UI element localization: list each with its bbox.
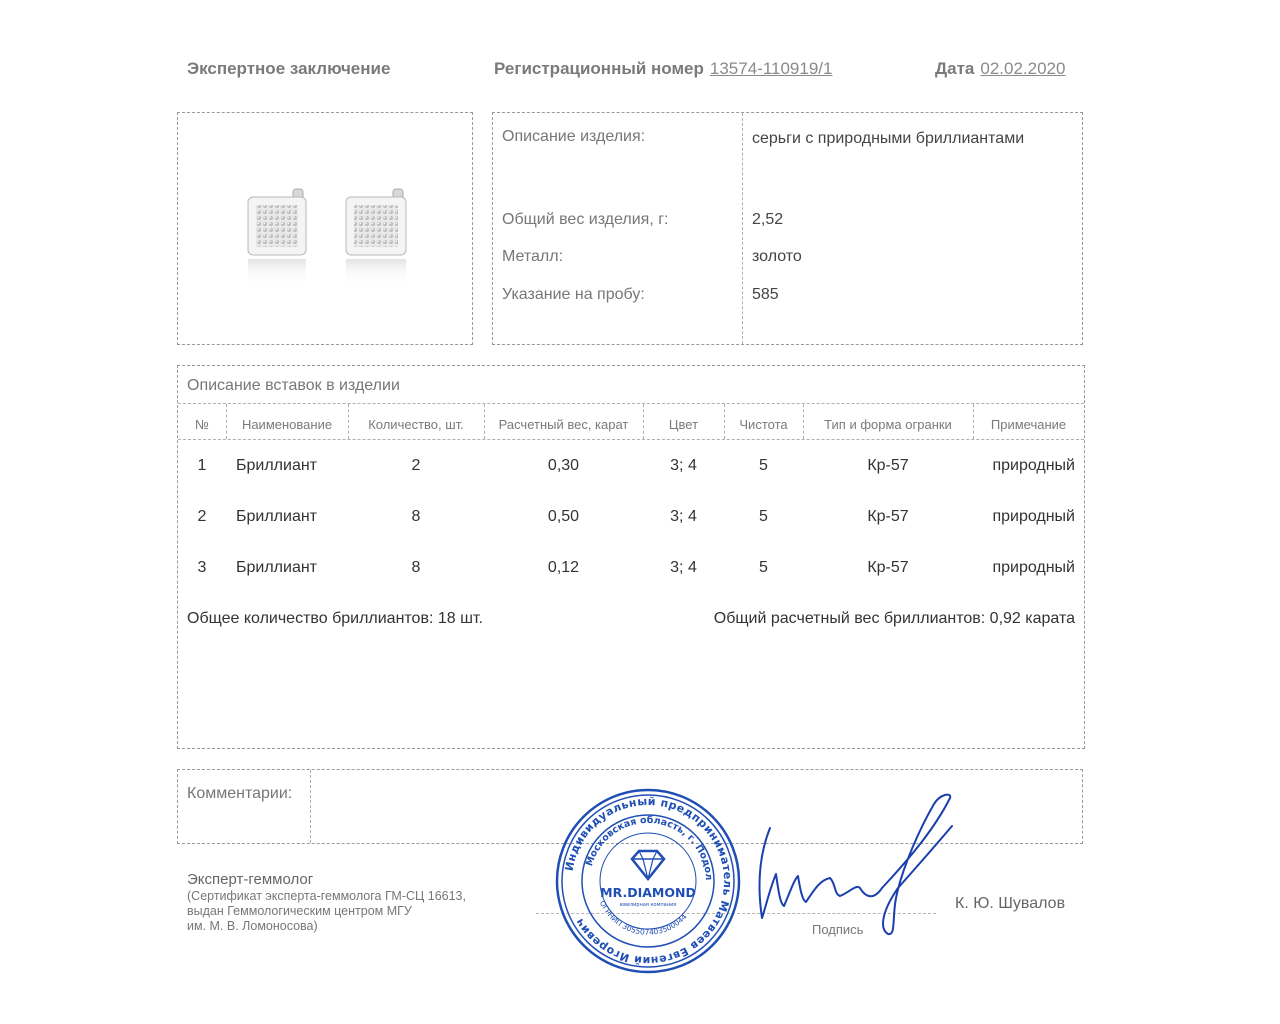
date-label: Дата [935, 59, 975, 78]
cell-cut: Кр-57 [867, 559, 909, 576]
column-header: Тип и форма огранки [824, 417, 952, 432]
certificate-line: им. М. В. Ломоносова) [187, 919, 318, 933]
handwritten-signature [740, 788, 970, 938]
stamp-brand: MR.DIAMOND [600, 885, 696, 900]
column-header: № [195, 417, 209, 432]
total-count: Общее количество бриллиантов: 18 шт. [187, 610, 483, 627]
cell-quantity: 2 [411, 457, 421, 474]
certificate-line: (Сертификат эксперта-геммолога ГМ-СЦ 16613, [187, 889, 466, 903]
cell-clarity: 5 [759, 508, 768, 525]
product-photo [177, 112, 473, 345]
cell-note: природный [992, 559, 1075, 576]
stamp-ogrn: ОГРНИП 305507403500044 [597, 899, 689, 937]
metal-label: Металл: [502, 248, 564, 265]
table-header-top-line [178, 403, 1084, 404]
certificate-line: выдан Геммологическим центром МГУ [187, 904, 412, 918]
expert-name: К. Ю. Шувалов [955, 895, 1066, 912]
assay-label: Указание на пробу: [502, 286, 645, 303]
comments-divider [310, 770, 311, 843]
cell-name: Бриллиант [236, 559, 318, 576]
stamp-inner-text: Московская область, г. Подол [584, 814, 715, 881]
registration-number [494, 59, 832, 79]
metal-value: золото [752, 248, 802, 265]
cell-name: Бриллиант [236, 457, 318, 474]
cell-number: 3 [197, 559, 207, 576]
item-description-value: серьги с природными бриллиантами [752, 130, 1025, 147]
total-weight: Общий расчетный вес бриллиантов: 0,92 карата [713, 610, 1075, 627]
assay-value: 585 [752, 286, 779, 303]
column-header: Расчетный вес, карат [498, 417, 629, 432]
item-weight-label: Общий вес изделия, г: [502, 211, 669, 228]
left-earring [248, 189, 306, 285]
registration-value: 13574-110919/1 [709, 59, 833, 78]
earrings-image [178, 113, 472, 344]
cell-weight: 0,30 [547, 457, 580, 474]
item-description-label: Описание изделия: [502, 128, 646, 145]
registration-label: Регистрационный номер [494, 59, 704, 78]
stamp-brand-sub: ювелирная компания [619, 902, 677, 908]
cell-name: Бриллиант [236, 508, 318, 525]
inserts-title: Описание вставок в изделии [187, 377, 400, 394]
date-value: 02.02.2020 [980, 59, 1066, 78]
cell-note: природный [992, 508, 1075, 525]
column-header: Наименование [241, 417, 333, 432]
cell-color: 3; 4 [670, 508, 697, 525]
stamp-outer-text: Индивидуальный предприниматель Матвеев Евгений Игоревич [562, 794, 735, 968]
column-header: Чистота [739, 417, 788, 432]
cell-color: 3; 4 [670, 457, 697, 474]
document-date [935, 59, 1065, 79]
expert-title: Эксперт-геммолог [187, 871, 314, 888]
column-header: Количество, шт. [368, 417, 464, 432]
column-header: Примечание [990, 417, 1067, 432]
cell-weight: 0,12 [547, 559, 580, 576]
cell-weight: 0,50 [547, 508, 580, 525]
cell-cut: Кр-57 [867, 508, 909, 525]
cell-number: 1 [197, 457, 207, 474]
item-weight-value: 2,52 [752, 211, 784, 228]
item-panel-divider [742, 113, 743, 344]
cell-clarity: 5 [759, 457, 768, 474]
cell-number: 2 [197, 508, 207, 525]
document-title: Экспертное заключение [187, 59, 391, 78]
cell-cut: Кр-57 [867, 457, 909, 474]
cell-clarity: 5 [759, 559, 768, 576]
company-stamp [554, 787, 742, 975]
cell-quantity: 8 [411, 559, 421, 576]
right-earring [346, 189, 406, 285]
cell-quantity: 8 [411, 508, 421, 525]
comments-label: Комментарии: [187, 785, 293, 802]
cell-note: природный [992, 457, 1075, 474]
column-header: Цвет [668, 417, 699, 432]
table-header-bottom-line [178, 439, 1084, 440]
diamond-icon [632, 851, 664, 879]
cell-color: 3; 4 [670, 559, 697, 576]
signature-label: Подпись [812, 922, 864, 937]
